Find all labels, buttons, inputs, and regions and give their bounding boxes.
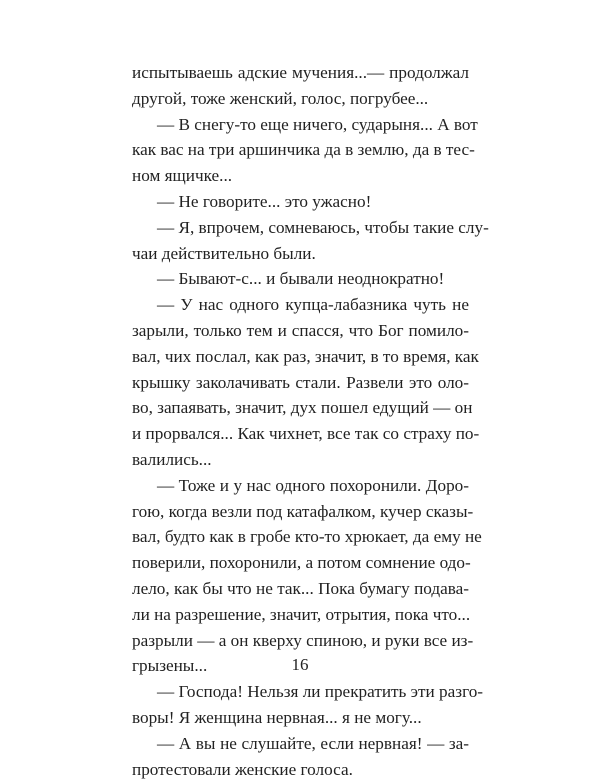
text-line: зарыли, только тем и спасся, что Бог помило- [132,320,469,340]
text-line: лело, как бы что не так... Пока бумагу подава- [132,578,469,598]
text-line: — Я, впрочем, сомневаюсь, чтобы такие слу- [157,217,489,237]
paragraph [132,215,489,267]
text-line: — Не говорите... это ужасно! [157,191,372,211]
paragraph [132,731,469,782]
text-line: валились... [132,449,212,469]
text-line: испытываешь адские мучения...— продолжал [132,63,469,82]
text-line: — Господа! Нельзя ли прекратить эти разго- [157,682,484,702]
paragraph [132,60,469,112]
text-line: другой, тоже женский, голос, погрубее... [132,88,429,108]
text-line: вал, будто как в гробе кто-то хрюкает, да ему не [132,527,482,547]
paragraph [132,266,469,292]
text-line: разрыли — а он кверху спиною, и руки все из- [132,630,474,650]
text-line: — В снегу-то еще ничего, сударыня... А вот [157,114,478,134]
text-line: вал, чих послал, как раз, значит, в то время, как [132,346,479,366]
paragraph [132,189,469,215]
text-line: — Бывают-с... и бывали неоднократно! [157,269,445,289]
paragraph [132,292,480,473]
text-line: протестовали женские голоса. [132,759,353,779]
text-line: — Тоже и у нас одного похоронили. Доро- [157,475,469,495]
paragraph [132,473,482,679]
text-line: — А вы не слушайте, если нервная! — за- [157,733,469,753]
text-line: во, запаявать, значит, дух пошел едущий — он [132,398,473,418]
text-line: и прорвался... Как чихнет, все так со страху по- [132,424,480,444]
text-line: воры! Я женщина нервная... я не могу... [132,707,422,727]
paragraph [132,112,478,189]
text-line: поверили, похоронили, а потом сомнение одо- [132,553,471,573]
paragraph [132,679,484,731]
text-line: ном ящичке... [132,166,233,186]
page-number: 16 [291,655,309,674]
text-line: чаи действительно были. [132,243,316,263]
text-line: ли на разрешение, значит, отрытия, пока что... [132,604,471,624]
text-line: грызены... [132,656,208,676]
text-line: как вас на три аршинчика да в землю, да в тес- [132,140,475,160]
text-line: гою, когда везли под катафалком, кучер сказы- [132,501,474,521]
text-line: — У нас одного купца-лабазника чуть не [157,295,469,315]
text-line: крышку заколачивать стали. Развели это оло- [132,372,469,392]
